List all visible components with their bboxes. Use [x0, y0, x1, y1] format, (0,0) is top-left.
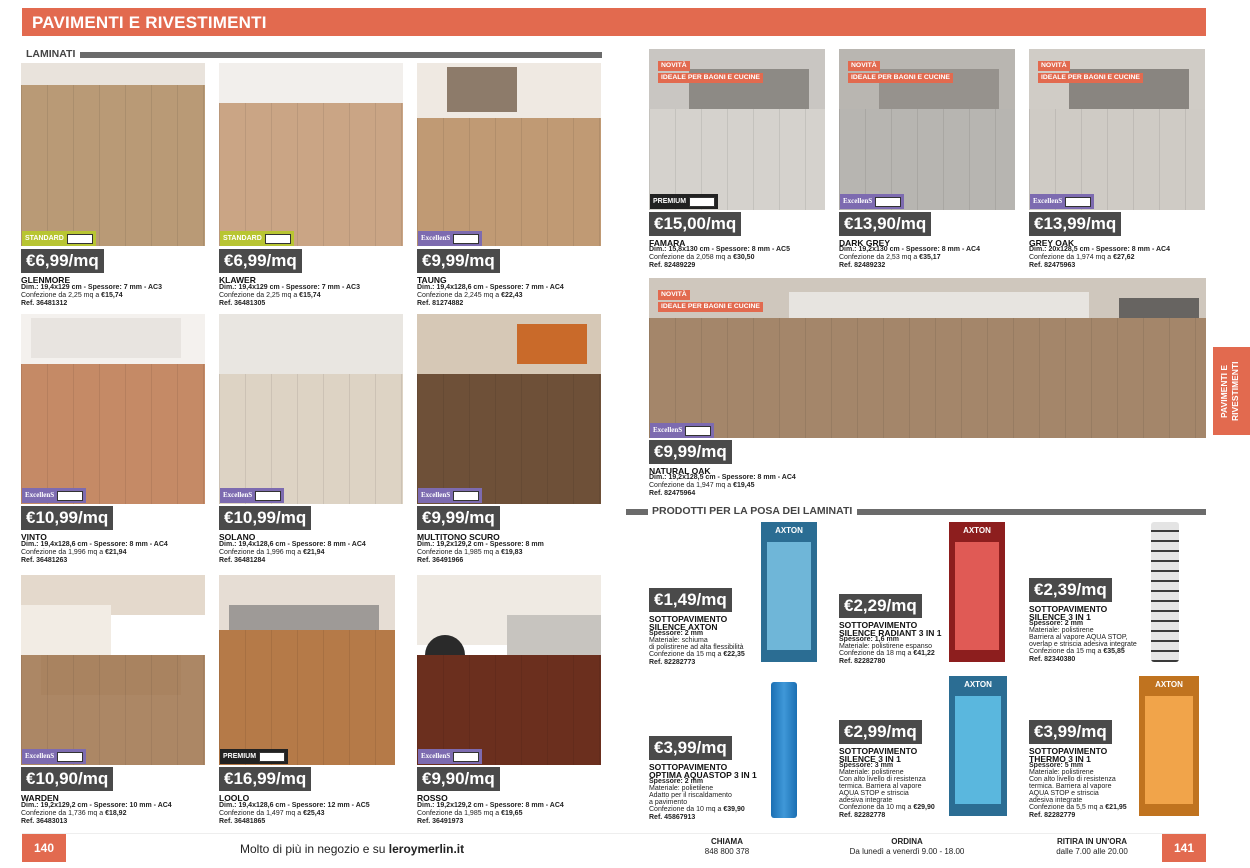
- product-name: ROSSO: [417, 793, 448, 803]
- product-spec: adesiva integrate: [839, 797, 893, 804]
- product-name: SOTTOPAVIMENTO: [1029, 604, 1108, 614]
- product-name: FAMARA: [649, 238, 686, 248]
- product-ref: Ref. 82489229: [649, 262, 696, 269]
- product-spec: overlap e striscia adesiva integrate: [1029, 641, 1137, 648]
- product-dimensions: Dim.: 15,8x130 cm - Spessore: 8 mm - AC5: [649, 246, 790, 253]
- price-tag: €9,99/mq: [417, 506, 500, 530]
- product-spec: di polistirene ad alta flessibilità: [649, 644, 744, 651]
- product-spec: termica. Barriera al vapore: [839, 783, 922, 790]
- product-spec: Materiale: polistirene: [1029, 627, 1094, 634]
- product-image: [219, 575, 395, 765]
- product-package: Confezione da 1,947 mq a €19,45: [649, 482, 755, 489]
- product-package: Confezione da 10 mq a €29,90: [839, 804, 935, 811]
- price-tag: €9,90/mq: [417, 767, 500, 791]
- product-dimensions: Dim.: 19,4x128,6 cm - Spessore: 8 mm - AC4: [219, 541, 366, 548]
- product-ref: Ref. 45867913: [649, 814, 696, 821]
- quality-scale-icon: [57, 491, 83, 501]
- product-card-vinto[interactable]: [21, 314, 206, 566]
- product-package: Confezione da 1,974 mq a €27,62: [1029, 254, 1135, 261]
- product-ref: Ref. 82282778: [839, 812, 886, 819]
- bathroom-kitchen-tag: IDEALE PER BAGNI E CUCINE: [658, 302, 763, 312]
- quality-scale-icon: [259, 752, 285, 762]
- product-spec: Adatto per il riscaldamento: [649, 792, 732, 799]
- price-tag: €13,99/mq: [1029, 212, 1121, 236]
- product-ref: Ref. 81274882: [417, 300, 464, 307]
- product-dimensions: Dim.: 19,4x128,6 cm - Spessore: 7 mm - AC4: [417, 284, 564, 291]
- price-tag: €6,99/mq: [219, 249, 302, 273]
- product-spec: Barriera al vapore AQUA STOP,: [1029, 634, 1128, 641]
- product-spec: Con alto livello di resistenza: [839, 776, 926, 783]
- product-package: Confezione da 1,985 mq a €19,65: [417, 810, 523, 817]
- new-tag: NOVITÀ: [848, 61, 880, 71]
- footer-pickup: RITIRA IN UN'ORA dalle 7.00 alle 20.00: [1056, 837, 1128, 856]
- product-spec: Spessore: 2 mm: [1029, 620, 1084, 627]
- product-dimensions: Dim.: 19,4x128,6 cm - Spessore: 8 mm - AC4: [21, 541, 168, 548]
- product-dimensions: Dim.: 19,2x130 cm - Spessore: 8 mm - AC4: [839, 246, 980, 253]
- product-name: KLAWER: [219, 275, 256, 285]
- product-card-glenmore[interactable]: [21, 63, 206, 311]
- product-card-warden[interactable]: [21, 575, 206, 827]
- product-ref: Ref. 36491973: [417, 818, 464, 825]
- product-card-taung[interactable]: [417, 63, 602, 311]
- quality-scale-icon: [689, 197, 715, 207]
- product-image: [21, 314, 205, 504]
- product-card-multitono-scuro[interactable]: [417, 314, 602, 566]
- product-package-image: [949, 676, 1007, 816]
- product-package: Confezione da 18 mq a €41,22: [839, 650, 935, 657]
- price-tag: €6,99/mq: [21, 249, 104, 273]
- product-package: Confezione da 2,245 mq a €22,43: [417, 292, 523, 299]
- product-name: TAUNG: [417, 275, 447, 285]
- product-name-line2: SILENCE 3 IN 1: [1029, 612, 1091, 622]
- underlay-card-silence-axton[interactable]: [649, 520, 827, 670]
- price-tag: €16,99/mq: [219, 767, 311, 791]
- product-package-image: [761, 522, 817, 662]
- product-spec: AQUA STOP e striscia: [1029, 790, 1099, 797]
- product-spec: Con alto livello di resistenza: [1029, 776, 1116, 783]
- product-dimensions: Dim.: 19,4x129 cm - Spessore: 7 mm - AC3: [219, 284, 360, 291]
- price-tag: €10,99/mq: [219, 506, 311, 530]
- section-title: LAMINATI: [22, 48, 80, 60]
- price-tag: €10,90/mq: [21, 767, 113, 791]
- product-name: GREY OAK: [1029, 238, 1075, 248]
- brand-logo: AXTON: [963, 526, 991, 535]
- product-name: SOLANO: [219, 532, 256, 542]
- quality-scale-icon: [875, 197, 901, 207]
- product-package: Confezione da 2,53 mq a €35,17: [839, 254, 941, 261]
- product-ref: Ref. 82475964: [649, 490, 696, 497]
- product-spec: Materiale: polistirene: [1029, 769, 1094, 776]
- quality-badge: ExcellenS: [418, 749, 482, 764]
- product-spec: Materiale: schiuma: [649, 637, 708, 644]
- product-ref: Ref. 36481865: [219, 818, 266, 825]
- quality-badge: ExcellenS: [840, 194, 904, 209]
- product-spec: Spessore: 2 mm: [649, 630, 704, 637]
- product-name: SOTTOPAVIMENTO: [1029, 746, 1108, 756]
- product-ref: Ref. 36481284: [219, 557, 266, 564]
- product-spec: adesiva integrate: [1029, 797, 1083, 804]
- product-card-loolo[interactable]: [219, 575, 404, 827]
- page-title: PAVIMENTI E RIVESTIMENTI: [32, 13, 267, 32]
- quality-badge: ExcellenS: [220, 488, 284, 503]
- price-tag: €3,99/mq: [1029, 720, 1112, 744]
- footer-order: ORDINA Da lunedì a venerdì 9.00 - 18.00: [849, 837, 965, 856]
- price-tag: €1,49/mq: [649, 588, 732, 612]
- quality-scale-icon: [1065, 197, 1091, 207]
- quality-badge: ExcellenS: [22, 749, 86, 764]
- quality-scale-icon: [685, 426, 711, 436]
- product-card-natural-oak[interactable]: [649, 278, 1207, 500]
- quality-scale-icon: [57, 752, 83, 762]
- product-name-line2: THERMO 3 IN 1: [1029, 754, 1091, 764]
- product-package: Confezione da 2,25 mq a €15,74: [219, 292, 321, 299]
- product-card-famara[interactable]: [649, 49, 827, 272]
- product-package-image: [949, 522, 1005, 662]
- underlay-card-silence-radiant[interactable]: [839, 520, 1017, 670]
- product-card-klawer[interactable]: [219, 63, 404, 311]
- product-image: [219, 314, 403, 504]
- product-spec: AQUA STOP e striscia: [839, 790, 909, 797]
- product-image: [417, 63, 601, 246]
- product-dimensions: Dim.: 19,2x129,2 cm - Spessore: 8 mm - AC4: [417, 802, 564, 809]
- quality-badge: STANDARD: [22, 231, 96, 246]
- section-header-posa: [626, 506, 1206, 516]
- product-ref: Ref. 36481305: [219, 300, 266, 307]
- product-ref: Ref. 82489232: [839, 262, 886, 269]
- product-spec: Materiale: polistirene espanso: [839, 643, 932, 650]
- product-card-grey-oak[interactable]: [1029, 49, 1207, 272]
- quality-badge: ExcellenS: [418, 488, 482, 503]
- product-card-dark-grey[interactable]: [839, 49, 1017, 272]
- price-tag: €15,00/mq: [649, 212, 741, 236]
- footer-call[interactable]: CHIAMA 848 800 378: [704, 837, 750, 856]
- product-dimensions: Dim.: 20x128,5 cm - Spessore: 8 mm - AC4: [1029, 246, 1170, 253]
- underlay-card-silence-3in1-roll[interactable]: [1029, 520, 1207, 670]
- side-tab-label: PAVIMENTI E RIVESTIMENTI: [1219, 361, 1240, 421]
- quality-badge: ExcellenS: [22, 488, 86, 503]
- price-tag: €3,99/mq: [649, 736, 732, 760]
- product-package-image: [1139, 676, 1199, 816]
- product-card-solano[interactable]: [219, 314, 404, 566]
- product-dimensions: Dim.: 19,2x128,5 cm - Spessore: 8 mm - AC4: [649, 474, 796, 481]
- quality-scale-icon: [67, 234, 93, 244]
- quality-scale-icon: [453, 491, 479, 501]
- product-package: Confezione da 2,058 mq a €30,50: [649, 254, 755, 261]
- page-number-right: 141: [1162, 834, 1206, 862]
- product-spec: Spessore: 2 mm: [649, 778, 704, 785]
- product-ref: Ref. 36481263: [21, 557, 68, 564]
- section-title: PRODOTTI PER LA POSA DEI LAMINATI: [648, 505, 857, 517]
- product-spec: Spessore: 1,6 mm: [839, 636, 899, 643]
- product-dimensions: Dim.: 19,2x129,2 cm - Spessore: 10 mm - AC4: [21, 802, 172, 809]
- product-spec: Spessore: 5 mm: [1029, 762, 1084, 769]
- product-package: Confezione da 1,497 mq a €25,43: [219, 810, 325, 817]
- brand-logo: AXTON: [775, 526, 803, 535]
- price-tag: €10,99/mq: [21, 506, 113, 530]
- product-package: Confezione da 15 mq a €22,35: [649, 651, 745, 658]
- price-tag: €2,39/mq: [1029, 578, 1112, 602]
- quality-badge: PREMIUM: [220, 749, 288, 764]
- quality-badge: STANDARD: [220, 231, 294, 246]
- product-ref: Ref. 82282773: [649, 659, 696, 666]
- page-footer: [22, 833, 1206, 861]
- product-name: MULTITONO SCURO: [417, 532, 500, 542]
- price-tag: €2,29/mq: [839, 594, 922, 618]
- bathroom-kitchen-tag: IDEALE PER BAGNI E CUCINE: [848, 73, 953, 83]
- product-name-line2: OPTIMA AQUASTOP 3 IN 1: [649, 770, 757, 780]
- product-spec: Spessore: 3 mm: [839, 762, 894, 769]
- product-package: Confezione da 1,996 mq a €21,94: [219, 549, 325, 556]
- product-name: SOTTOPAVIMENTO: [649, 762, 728, 772]
- product-package: Confezione da 1,985 mq a €19,83: [417, 549, 523, 556]
- product-package: Confezione da 2,25 mq a €15,74: [21, 292, 123, 299]
- underlay-card-optima-aquastop[interactable]: [649, 678, 827, 828]
- section-header-laminati: [22, 49, 602, 59]
- price-tag: €2,99/mq: [839, 720, 922, 744]
- new-tag: NOVITÀ: [1038, 61, 1070, 71]
- product-roll-image: [1151, 522, 1179, 662]
- product-package: Confezione da 1,996 mq a €21,94: [21, 549, 127, 556]
- section-side-tab[interactable]: [1213, 347, 1250, 435]
- product-package: Confezione da 10 mq a €39,90: [649, 806, 745, 813]
- product-name: WARDEN: [21, 793, 59, 803]
- quality-badge: ExcellenS: [1030, 194, 1094, 209]
- price-tag: €13,90/mq: [839, 212, 931, 236]
- product-name: LOOLO: [219, 793, 250, 803]
- product-name-line2: SILENCE RADIANT 3 IN 1: [839, 628, 942, 638]
- product-spec: a pavimento: [649, 799, 688, 806]
- quality-scale-icon: [453, 752, 479, 762]
- product-package: Confezione da 15 mq a €35,85: [1029, 648, 1125, 655]
- bathroom-kitchen-tag: IDEALE PER BAGNI E CUCINE: [658, 73, 763, 83]
- website-link[interactable]: leroymerlin.it: [388, 842, 465, 856]
- product-image: [417, 314, 601, 504]
- quality-badge: ExcellenS: [650, 423, 714, 438]
- new-tag: NOVITÀ: [658, 290, 690, 300]
- product-image: [21, 575, 205, 765]
- product-ref: Ref. 82475963: [1029, 262, 1076, 269]
- product-ref: Ref. 36481312: [21, 300, 68, 307]
- product-name: SOTTOPAVIMENTO: [649, 614, 728, 624]
- underlay-card-thermo-3in1[interactable]: [1029, 674, 1207, 829]
- product-spec: Materiale: polistirene: [839, 769, 904, 776]
- product-package: Confezione da 1,736 mq a €18,92: [21, 810, 127, 817]
- product-dimensions: Dim.: 19,4x129 cm - Spessore: 7 mm - AC3: [21, 284, 162, 291]
- product-roll-image: [771, 682, 797, 818]
- product-spec: termica. Barriera al vapore: [1029, 783, 1112, 790]
- product-image: [21, 63, 205, 246]
- product-name-line2: SILENCE AXTON: [649, 622, 718, 632]
- product-name: SOTTOPAVIMENTO: [839, 620, 918, 630]
- quality-scale-icon: [265, 234, 291, 244]
- product-name: VINTO: [21, 532, 47, 542]
- product-card-rosso[interactable]: [417, 575, 602, 827]
- bathroom-kitchen-tag: IDEALE PER BAGNI E CUCINE: [1038, 73, 1143, 83]
- brand-logo: AXTON: [1155, 680, 1183, 689]
- brand-logo: AXTON: [964, 680, 992, 689]
- product-name: DARK GREY: [839, 238, 891, 248]
- quality-scale-icon: [255, 491, 281, 501]
- product-name-line2: SILENCE 3 IN 1: [839, 754, 901, 764]
- price-tag: €9,99/mq: [417, 249, 500, 273]
- product-ref: Ref. 82282780: [839, 658, 886, 665]
- product-name: SOTTOPAVIMENTO: [839, 746, 918, 756]
- section-rule: [22, 52, 602, 58]
- product-package: Confezione da 5,5 mq a €21,95: [1029, 804, 1127, 811]
- product-name: GLENMORE: [21, 275, 71, 285]
- page-header: [22, 8, 1206, 36]
- product-dimensions: Dim.: 19,4x128,6 cm - Spessore: 12 mm - AC5: [219, 802, 370, 809]
- underlay-card-silence-3in1[interactable]: [839, 674, 1017, 829]
- new-tag: NOVITÀ: [658, 61, 690, 71]
- product-spec: Materiale: polietilene: [649, 785, 714, 792]
- quality-badge: ExcellenS: [418, 231, 482, 246]
- page-number-left: 140: [22, 834, 66, 862]
- quality-scale-icon: [453, 234, 479, 244]
- product-image: [219, 63, 403, 246]
- product-ref: Ref. 82340380: [1029, 656, 1076, 663]
- product-ref: Ref. 36491966: [417, 557, 464, 564]
- product-ref: Ref. 82282779: [1029, 812, 1076, 819]
- footer-tagline: Molto di più in negozio e su leroymerlin.it: [240, 842, 465, 856]
- quality-badge: PREMIUM: [650, 194, 718, 209]
- product-ref: Ref. 36483013: [21, 818, 68, 825]
- product-image: [417, 575, 601, 765]
- price-tag: €9,99/mq: [649, 440, 732, 464]
- product-name: NATURAL OAK: [649, 466, 711, 476]
- product-dimensions: Dim.: 19,2x129,2 cm - Spessore: 8 mm: [417, 541, 544, 548]
